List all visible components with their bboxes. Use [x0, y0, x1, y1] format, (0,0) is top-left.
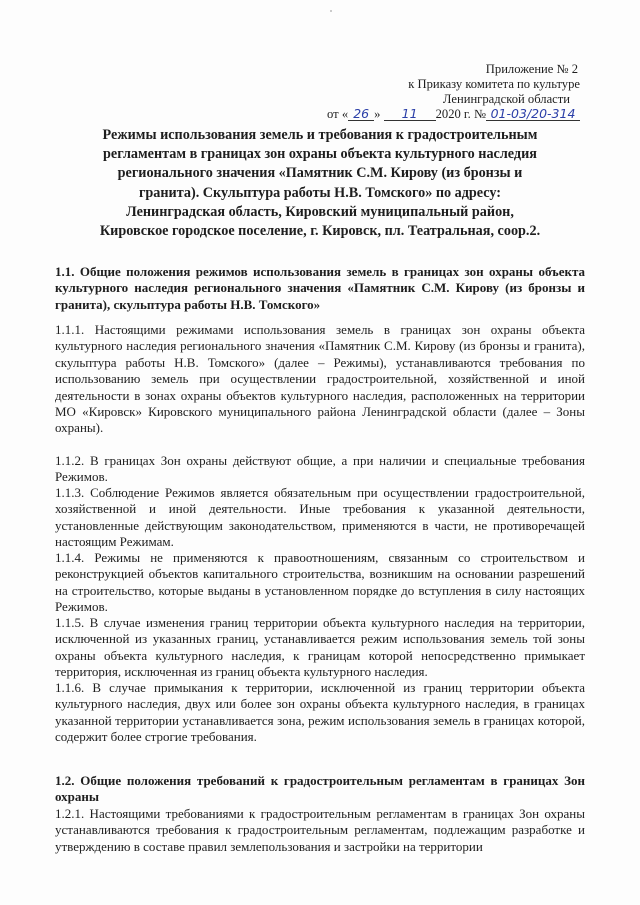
paragraph-1-2-1: 1.2.1. Настоящими требованиями к градостроительным регламентам в границах Зон охраны устанавливаются требования к градостроительным регламентам, подлежащим разработке и утверждению в составе правил землепользования и застройки на территории [55, 806, 585, 854]
paragraph-1-1-3: 1.1.3. Соблюдение Режимов является обязательным при осуществлении градостроительной, хозяйственной и иной деятельности. Иные требования к указанной деятельности, установленные действующим законодательством, применяются в части, не противоречащей настоящим Режимам. [55, 485, 585, 550]
section-1-2-heading: 1.2. Общие положения требований к градостроительным регламентам в границах Зон охраны [55, 773, 585, 805]
section-1-1-heading: 1.1. Общие положения режимов использования земель в границах зон охраны объекта культурного наследия регионального значения «Памятник С.М. Кирову (из бронзы и гранита), скульптура работы Н.В. Томского» [55, 264, 585, 312]
appendix-order-ref: к Приказу комитета по культуре [408, 77, 580, 91]
handwritten-month: 11 [384, 107, 436, 121]
date-day-suffix: » [374, 107, 381, 121]
paragraph-1-1-4: 1.1.4. Режимы не применяются к правоотношениям, связанным со строительством и реконструкцией объектов капитального строительства, возникшим на основании разрешений на строительство, которые выданы в установленном порядке до вступления в силу настоящих Режимов. [55, 550, 585, 615]
scan-artifact [330, 10, 332, 12]
handwritten-order-number: 01-03/20-314 [486, 107, 580, 121]
appendix-date-line [320, 107, 580, 122]
paragraph-1-1-1: 1.1.1. Настоящими режимами использования земель в границах зон охраны объекта культурного наследия регионального значения «Памятник С.М. Кирову (из бронзы и гранита), скульптура работы Н.В. Томского» (далее – Режимы), устанавливаются требования по использованию земель при осуществлении градостроительной, хозяйственной и иной деятельности в зонах охраны объектов культурного наследия, расположенных на территории МО «Кировск» Кировского муниципального района Ленинградской области (далее – Зоны охраны). [55, 322, 585, 436]
paragraph-1-1-2: 1.1.2. В границах Зон охраны действуют общие, а при наличии и специальные требования Режимов. [55, 453, 585, 485]
document-title: Режимы использования земель и требования к градостроительным регламентам в границах зон охраны объекта культурного наследия регионального значения «Памятник С.М. Кирову (из бронзы и гранита). Скульптура работы Н.В. Томского» по адресу: Ленинградская область, Кировский муниципальный район, Кировское городское поселение, г. Кировск, пл. Театральная, соор.2. [99, 127, 541, 240]
date-prefix: от « [327, 107, 349, 121]
paragraph-1-1-6: 1.1.6. В случае примыкания к территории, исключенной из границ территории объекта культурного наследия, двух или более зон охраны объекта культурного наследия, в границах указанной территории устанавливается зона, режим использования земель в границах которой, содержит более строгие требования. [55, 680, 585, 745]
paragraph-1-1-5: 1.1.5. В случае изменения границ территории объекта культурного наследия на территории, исключенной из указанных границ, устанавливается режим использования земель той зоны охраны объекта культурного наследия, к границам которой непосредственно примыкает территория, исключенная из границ объекта культурного наследия. [55, 615, 585, 680]
handwritten-day: 26 [348, 107, 374, 121]
appendix-number: Приложение № 2 [485, 62, 578, 76]
appendix-header [320, 62, 580, 122]
appendix-region: Ленинградской области [442, 92, 570, 106]
date-year-label: 2020 г. № [435, 107, 486, 121]
